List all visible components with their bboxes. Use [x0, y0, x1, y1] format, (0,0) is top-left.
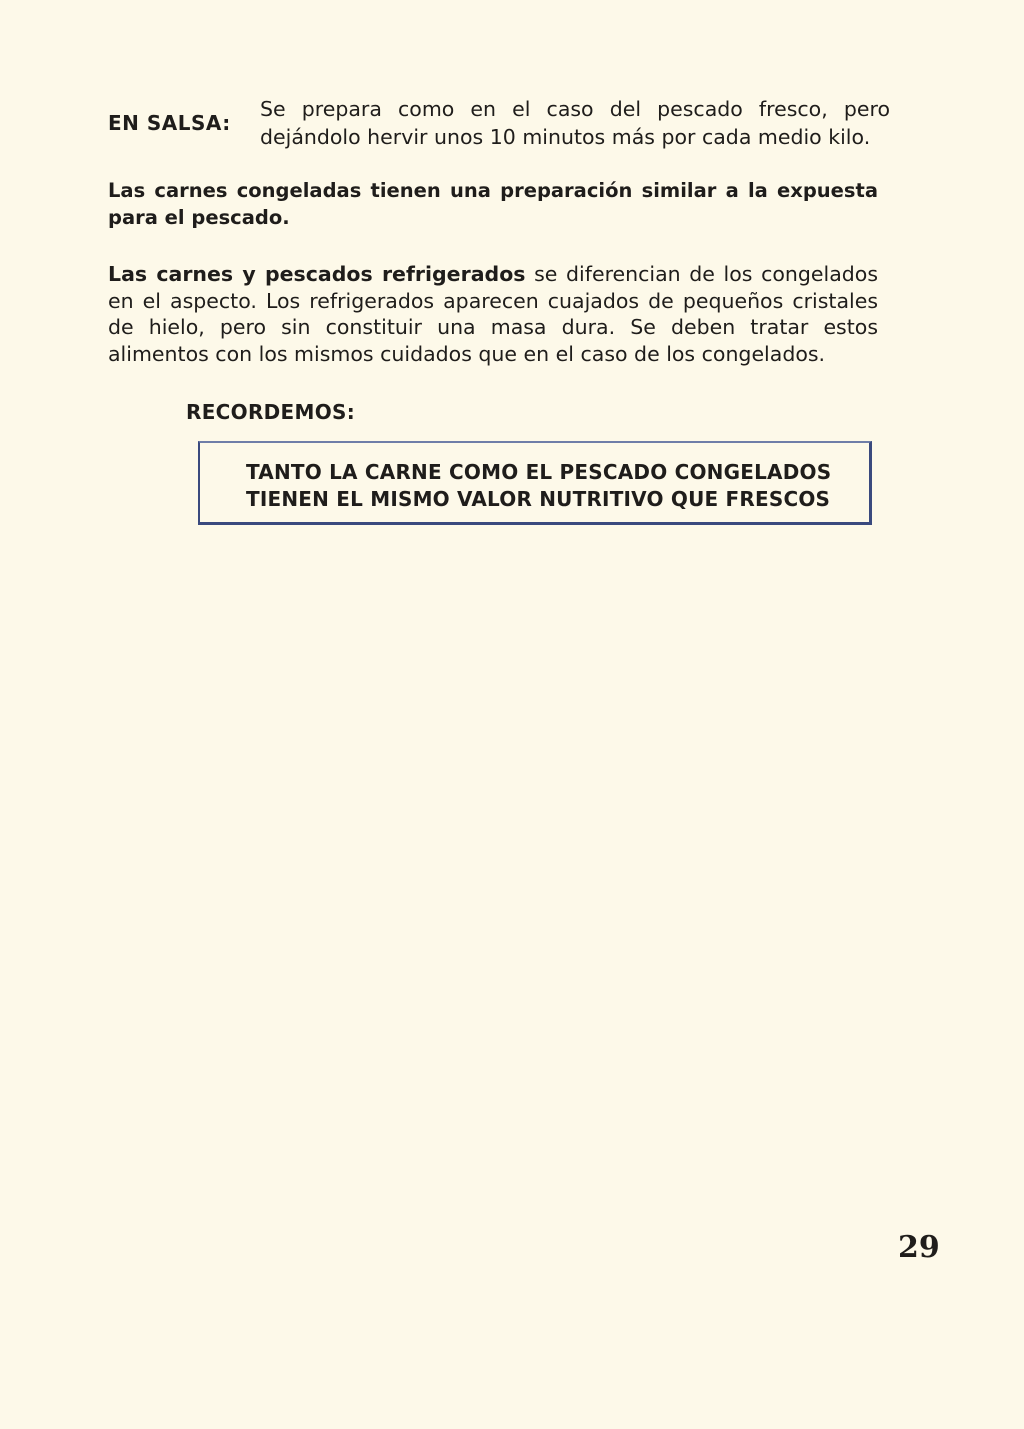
salsa-heading: EN SALSA:: [108, 111, 231, 135]
salsa-text: Se prepara como en el caso del pescado fresco, pero dejándolo hervir unos 10 minutos más por cada medio kilo.: [260, 97, 890, 149]
paragraph-refrigerados: [108, 261, 878, 367]
paragraph-congeladas: Las carnes congeladas tienen una preparación similar a la expuesta para el pescado.: [108, 179, 878, 229]
recordemos-box: [198, 441, 872, 525]
recordemos-box-line-1: TANTO LA CARNE COMO EL PESCADO CONGELADOS: [246, 460, 832, 484]
paragraph-refrigerados-lead: Las carnes y pescados refrigerados: [108, 262, 526, 286]
paragraph-refrigerados-rest: se diferencian de los congelados en el aspecto. Los refrigerados aparecen cuajados de pequeños cristales de hielo, pero sin constituir una masa dura. Se deben tratar estos alimentos con los mismos cuidados que en el caso de los congelados.: [108, 262, 878, 366]
recordemos-box-line-2: TIENEN EL MISMO VALOR NUTRITIVO QUE FRESCOS: [246, 487, 831, 511]
page-number: 29: [898, 1230, 940, 1265]
recordemos-heading: RECORDEMOS:: [186, 400, 356, 424]
